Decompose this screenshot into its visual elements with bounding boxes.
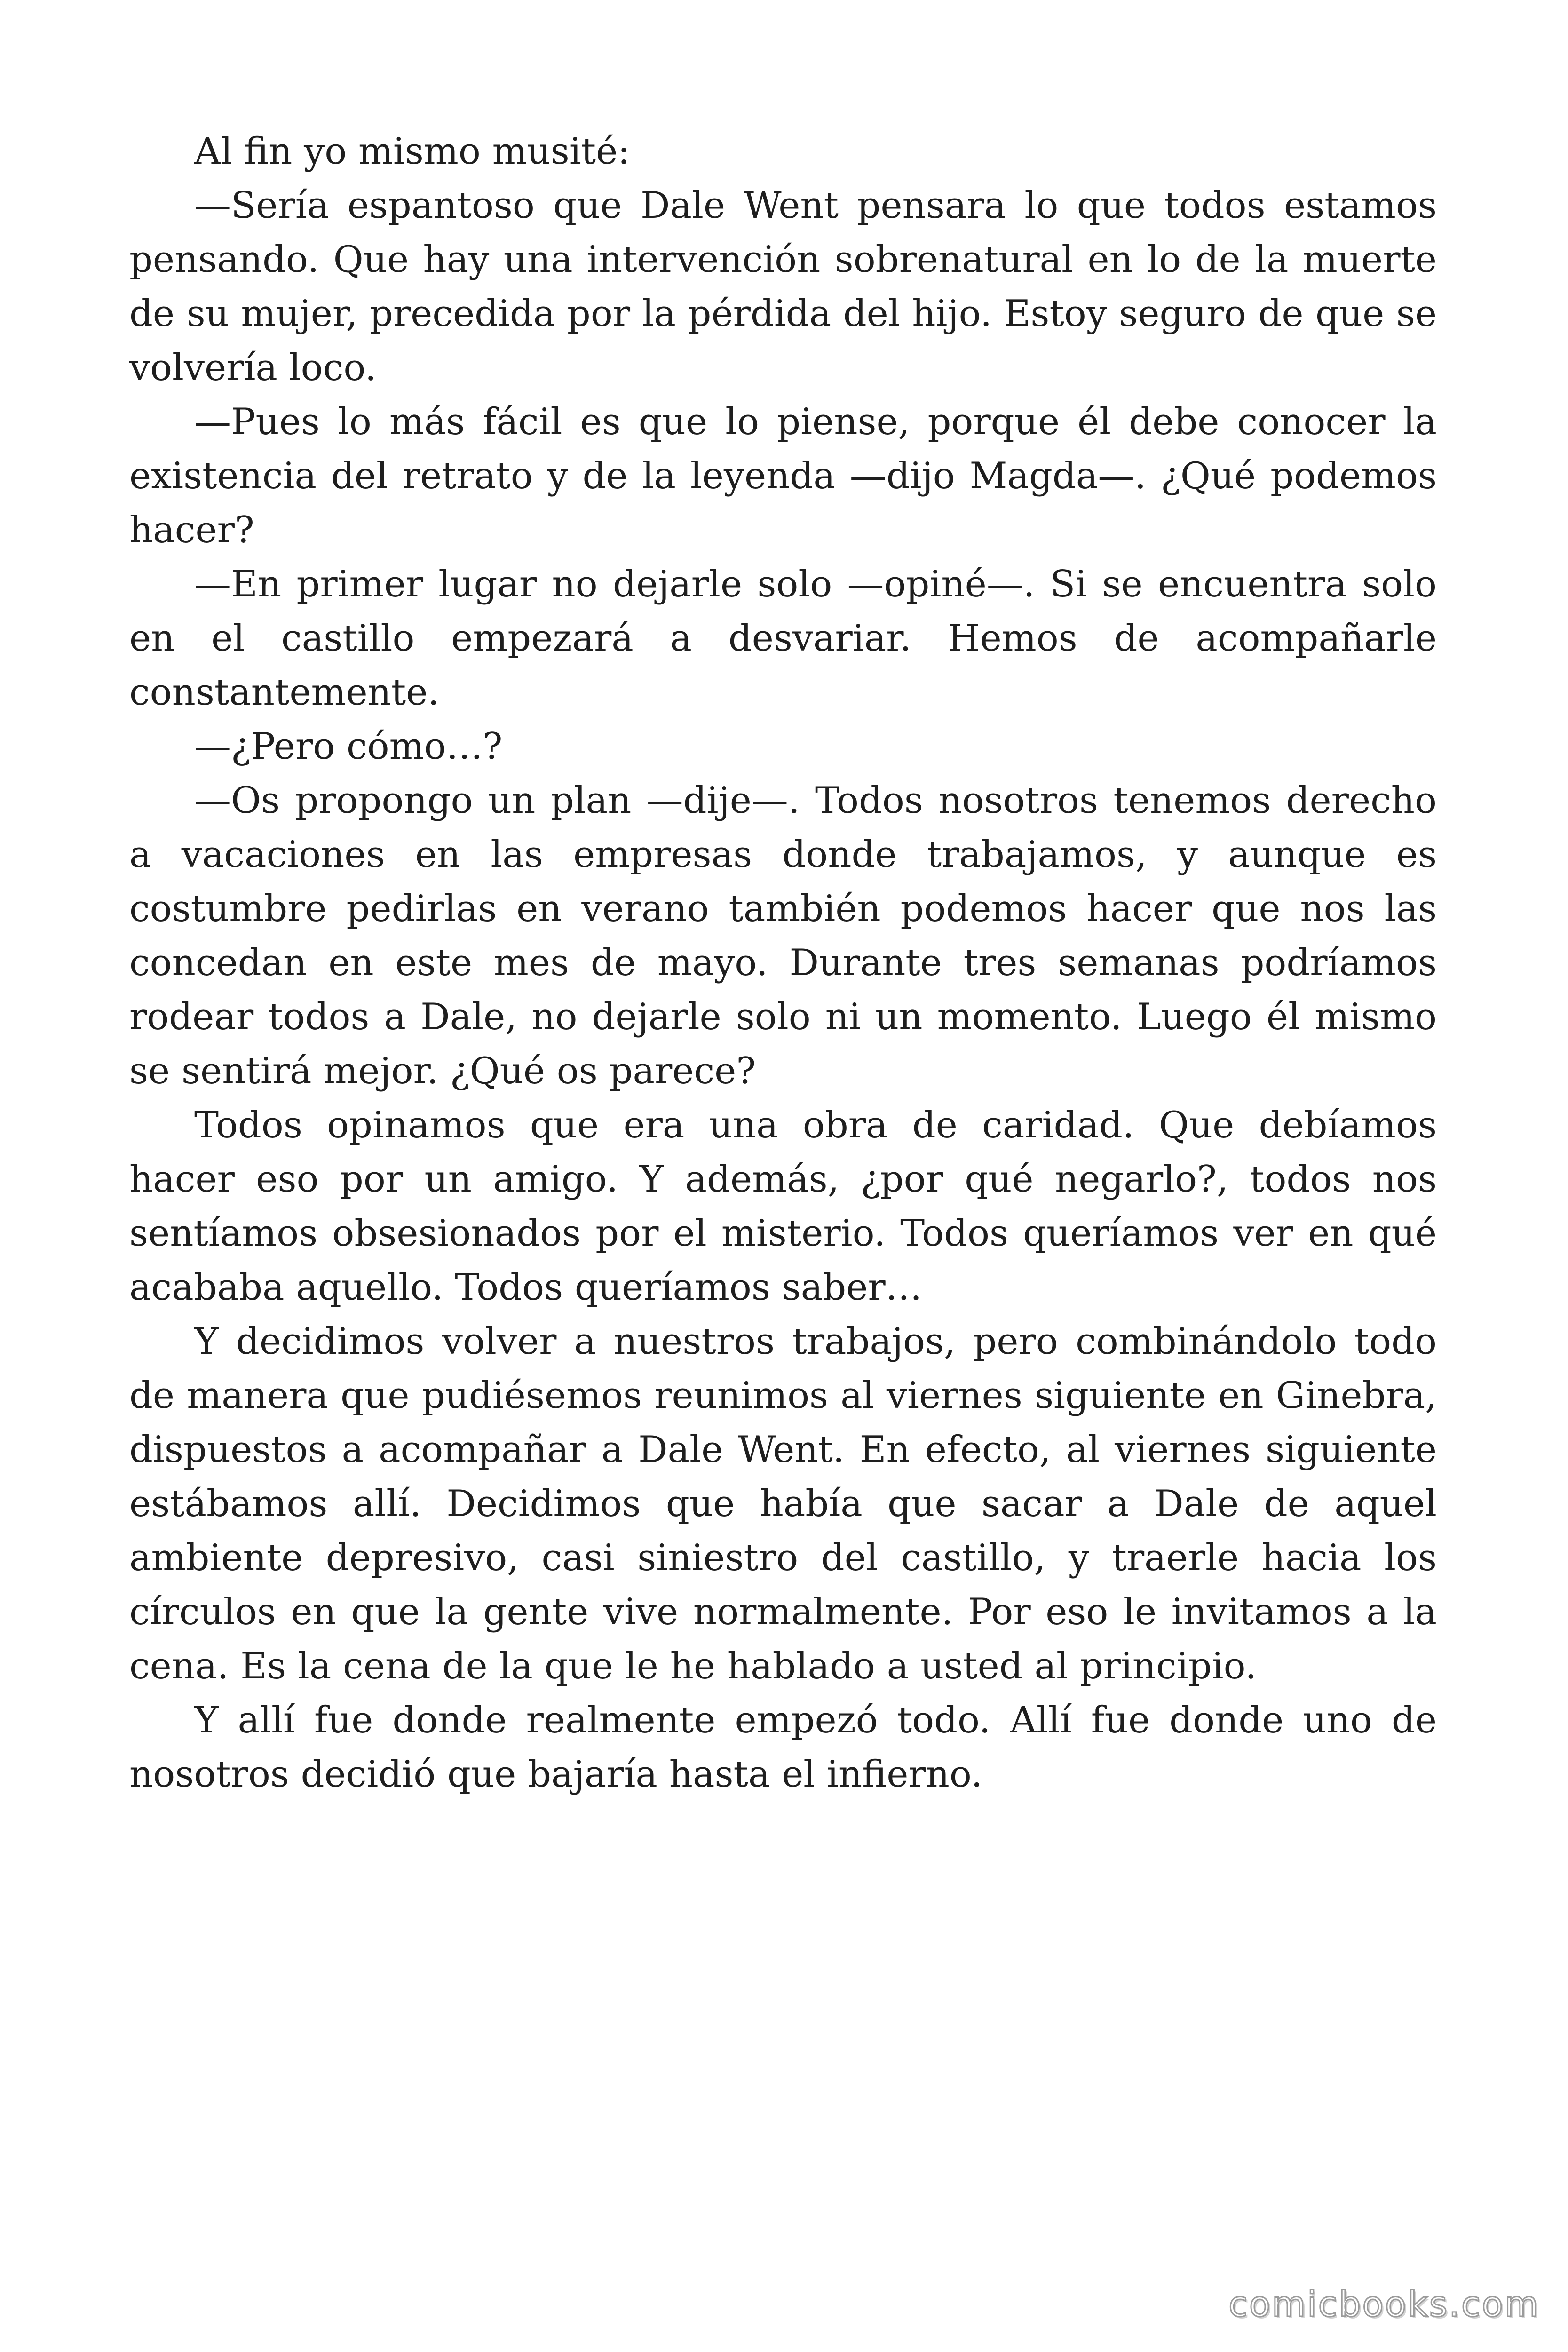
paragraph: —Sería espantoso que Dale Went pensara lo que todos estamos pensando. Que hay una intervención sobrenatural en lo de la muerte de su mujer, precedida por la pérdida del hijo. Estoy seguro de que se volvería loco. [129,184,1437,389]
paragraph: —Pues lo más fácil es que lo piense, porque él debe conocer la existencia del retrato y de la leyenda —dijo Magda—. ¿Qué podemos hacer? [129,401,1437,551]
paragraph: —¿Pero cómo…? [194,725,503,768]
paragraph: —En primer lugar no dejarle solo —opiné—. Si se encuentra solo en el castillo empezará a desvariar. Hemos de acompañarle constantemente. [129,563,1437,714]
paragraph: Y decidimos volver a nuestros trabajos, pero combinándolo todo de manera que pudiésemos reunimos al viernes siguiente en Ginebra, dispuestos a acompañar a Dale Went. En efecto, al viernes siguiente estábamos allí. Decidimos que había que sacar a Dale de aquel ambiente depresivo, casi siniestro del castillo, y traerle hacia los círculos en que la gente vive normalmente. Por eso le invitamos a la cena. Es la cena de la que le he hablado a usted al principio. [129,1320,1437,1687]
paragraph: —Os propongo un plan —dije—. Todos nosotros tenemos derecho a vacaciones en las empresas donde trabajamos, y aunque es costumbre pedirlas en verano también podemos hacer que nos las concedan en este mes de mayo. Durante tres semanas podríamos rodear todos a Dale, no dejarle solo ni un momento. Luego él mismo se sentirá mejor. ¿Qué os parece? [129,779,1437,1092]
paragraph: Todos opinamos que era una obra de caridad. Que debíamos hacer eso por un amigo. Y además, ¿por qué negarlo?, todos nos sentíamos obsesionados por el misterio. Todos queríamos ver en qué acababa aquello. Todos queríamos saber… [129,1104,1437,1309]
watermark-logo: comicbooks.com [1228,2284,1540,2325]
paragraph: Al fin yo mismo musité: [194,130,630,173]
paragraph: Y allí fue donde realmente empezó todo. Allí fue donde uno de nosotros decidió que bajaría hasta el infierno. [129,1699,1437,1796]
body-text [129,125,1437,1802]
